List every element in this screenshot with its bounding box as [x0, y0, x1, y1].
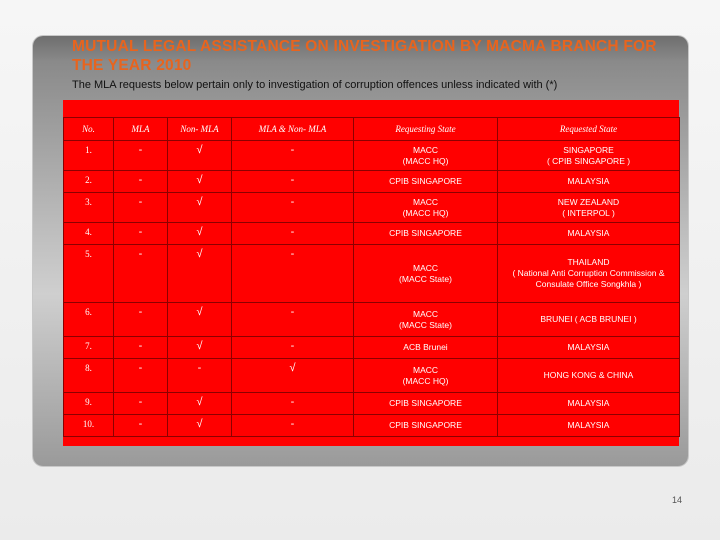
cell-non-mla: √: [168, 393, 232, 415]
header-no: No.: [64, 118, 114, 141]
cell-requested-state: MALAYSIA: [498, 415, 680, 437]
cell-non-mla: √: [168, 415, 232, 437]
table-row: [64, 245, 680, 303]
header-requested-state: Requested State: [498, 118, 680, 141]
cell-non-mla: √: [168, 303, 232, 337]
cell-mla: -: [114, 193, 168, 223]
cell-requesting-state: CPIB SINGAPORE: [354, 223, 498, 245]
cell-mla: -: [114, 337, 168, 359]
cell-mla-and-non-mla: -: [232, 337, 354, 359]
cell-non-mla: √: [168, 245, 232, 303]
table-row: [64, 393, 680, 415]
cell-mla: -: [114, 359, 168, 393]
cell-mla-and-non-mla: -: [232, 415, 354, 437]
cell-requested-state: MALAYSIA: [498, 171, 680, 193]
cell-mla-and-non-mla: -: [232, 393, 354, 415]
table-top-band: [63, 100, 679, 117]
table-row: [64, 171, 680, 193]
cell-mla: -: [114, 415, 168, 437]
cell-mla: -: [114, 303, 168, 337]
page-title: MUTUAL LEGAL ASSISTANCE ON INVESTIGATION BY MACMA BRANCH FOR THE YEAR 2010: [72, 38, 657, 74]
cell-requested-state: MALAYSIA: [498, 337, 680, 359]
mla-table-container: [63, 100, 679, 446]
cell-requesting-state: CPIB SINGAPORE: [354, 415, 498, 437]
page-subtitle: The MLA requests below pertain only to investigation of corruption offences unless indicated with (*): [72, 79, 558, 91]
cell-no: 10.: [64, 415, 114, 437]
cell-non-mla: √: [168, 223, 232, 245]
cell-no: 8.: [64, 359, 114, 393]
cell-requesting-state: MACC (MACC HQ): [354, 359, 498, 393]
cell-no: 1.: [64, 141, 114, 171]
cell-mla-and-non-mla: -: [232, 245, 354, 303]
cell-requested-state: MALAYSIA: [498, 223, 680, 245]
cell-mla: -: [114, 393, 168, 415]
cell-requested-state: BRUNEI ( ACB BRUNEI ): [498, 303, 680, 337]
cell-requesting-state: MACC (MACC State): [354, 245, 498, 303]
header-mla: MLA: [114, 118, 168, 141]
header-requesting-state: Requesting State: [354, 118, 498, 141]
cell-mla: -: [114, 171, 168, 193]
cell-no: 7.: [64, 337, 114, 359]
table-row: [64, 141, 680, 171]
cell-non-mla: √: [168, 171, 232, 193]
cell-no: 4.: [64, 223, 114, 245]
cell-non-mla: √: [168, 193, 232, 223]
cell-mla-and-non-mla: -: [232, 223, 354, 245]
header-non-mla: Non- MLA: [168, 118, 232, 141]
table-row: [64, 223, 680, 245]
cell-non-mla: √: [168, 337, 232, 359]
cell-requesting-state: MACC (MACC HQ): [354, 193, 498, 223]
table-row: [64, 303, 680, 337]
cell-requesting-state: MACC (MACC HQ): [354, 141, 498, 171]
cell-mla-and-non-mla: -: [232, 141, 354, 171]
cell-non-mla: -: [168, 359, 232, 393]
cell-no: 5.: [64, 245, 114, 303]
cell-mla: -: [114, 245, 168, 303]
table-body: [64, 141, 680, 437]
cell-requested-state: SINGAPORE ( CPIB SINGAPORE ): [498, 141, 680, 171]
cell-requested-state: MALAYSIA: [498, 393, 680, 415]
table-row: [64, 415, 680, 437]
mla-table: [63, 117, 680, 437]
cell-requesting-state: CPIB SINGAPORE: [354, 171, 498, 193]
cell-requesting-state: MACC (MACC State): [354, 303, 498, 337]
cell-mla: -: [114, 223, 168, 245]
cell-requested-state: THAILAND ( National Anti Corruption Commission & Consulate Office Songkhla ): [498, 245, 680, 303]
cell-no: 3.: [64, 193, 114, 223]
cell-mla: -: [114, 141, 168, 171]
cell-mla-and-non-mla: -: [232, 303, 354, 337]
cell-mla-and-non-mla: √: [232, 359, 354, 393]
table-row: [64, 359, 680, 393]
table-header-row: [64, 118, 680, 141]
cell-requested-state: NEW ZEALAND ( INTERPOL ): [498, 193, 680, 223]
cell-mla-and-non-mla: -: [232, 171, 354, 193]
cell-requesting-state: CPIB SINGAPORE: [354, 393, 498, 415]
page-number: 14: [672, 495, 683, 505]
cell-requesting-state: ACB Brunei: [354, 337, 498, 359]
header-mla-and-non-mla: MLA & Non- MLA: [232, 118, 354, 141]
cell-no: 6.: [64, 303, 114, 337]
table-row: [64, 193, 680, 223]
cell-requested-state: HONG KONG & CHINA: [498, 359, 680, 393]
cell-no: 2.: [64, 171, 114, 193]
cell-no: 9.: [64, 393, 114, 415]
cell-non-mla: √: [168, 141, 232, 171]
table-row: [64, 337, 680, 359]
cell-mla-and-non-mla: -: [232, 193, 354, 223]
